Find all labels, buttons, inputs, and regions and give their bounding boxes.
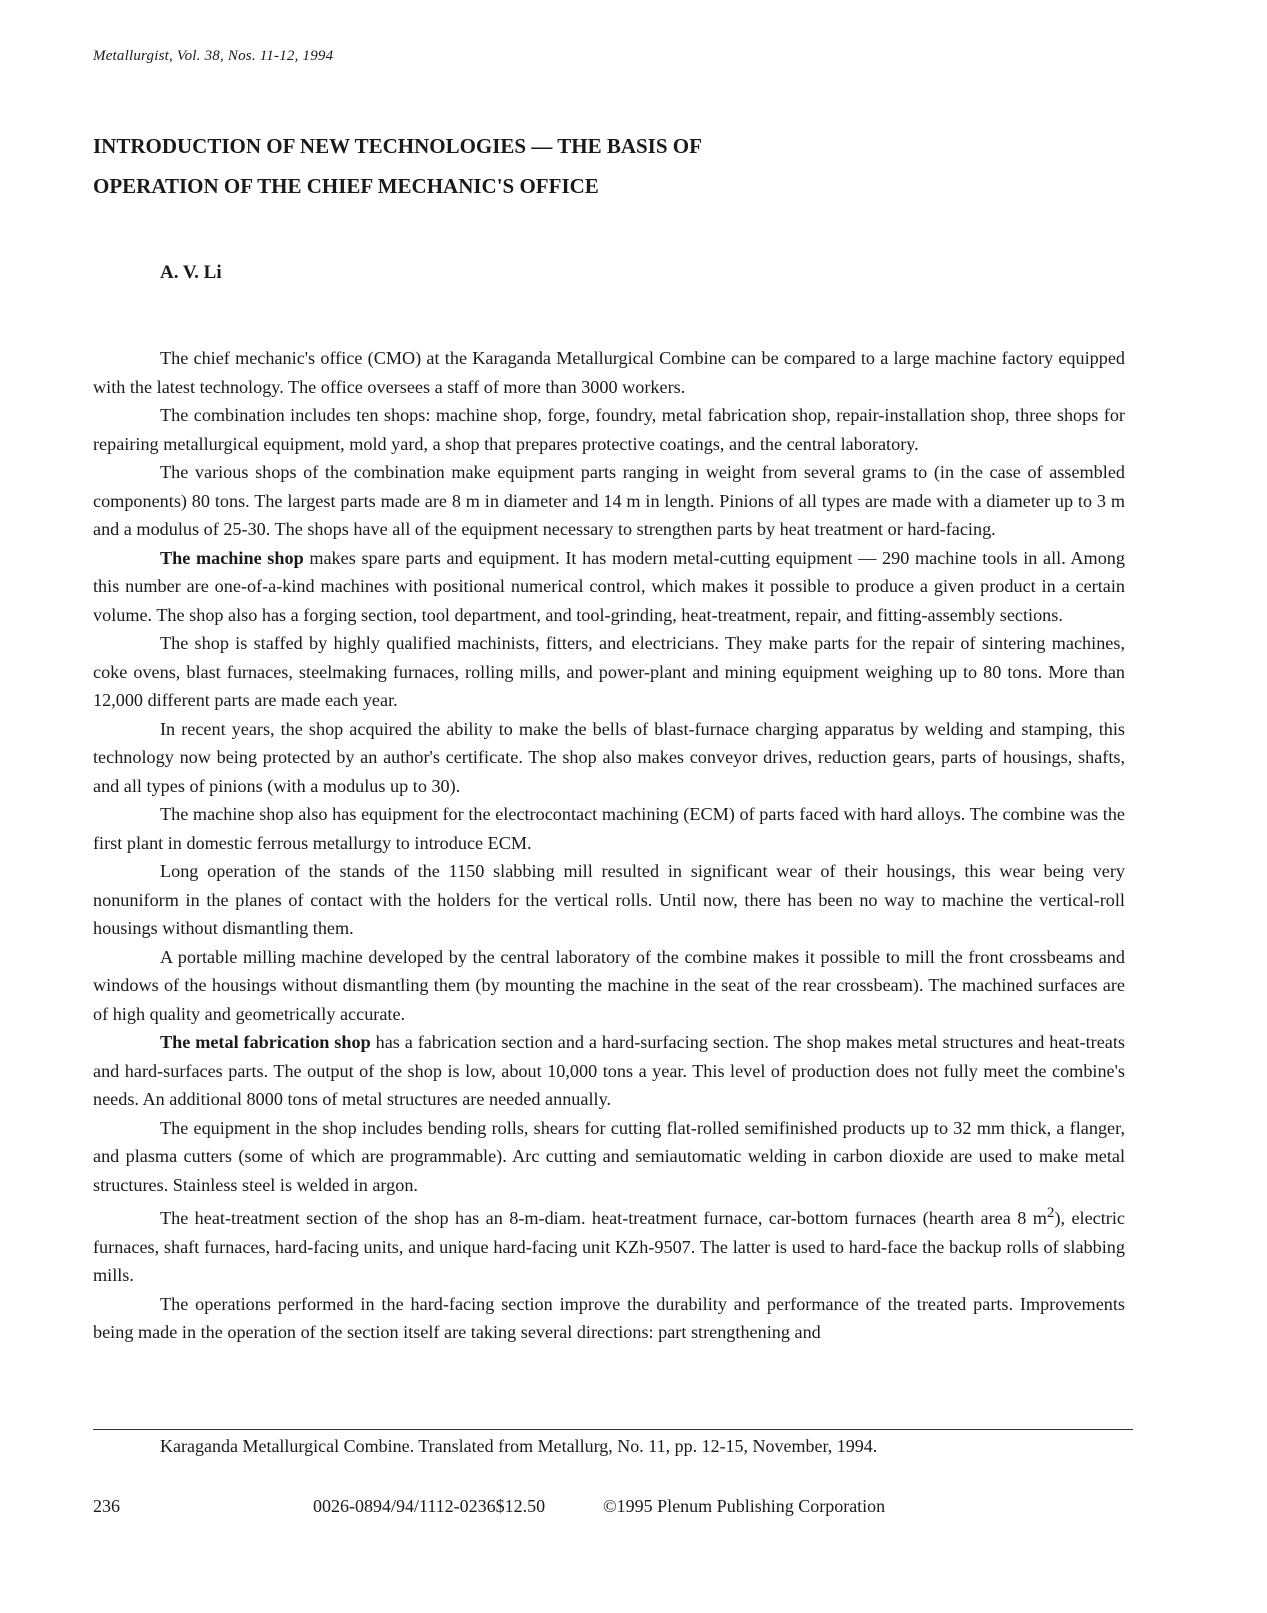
paragraph bbox=[93, 458, 1125, 544]
paragraph bbox=[93, 344, 1125, 401]
paragraph bbox=[93, 857, 1125, 943]
article-title-line-2: OPERATION OF THE CHIEF MECHANIC'S OFFICE bbox=[93, 174, 599, 198]
paragraph-text: The equipment in the shop includes bending rolls, shears for cutting flat-rolled semifinished products up to 32 mm thick, a flanger, and plasma cutters (some of which are programmable). Arc cutting and semiautomatic welding in carbon dioxide are used to make metal structures. Stainless steel is welded in argon. bbox=[93, 1117, 1125, 1195]
superscript: 2 bbox=[1046, 1204, 1055, 1221]
paragraph-text: The combination includes ten shops: machine shop, forge, foundry, metal fabrication shop, repair-installation shop, three shops for repairing metallurgical equipment, mold yard, a shop that prepares protective coatings, and the central laboratory. bbox=[93, 405, 1125, 454]
paragraph-heat-treatment bbox=[93, 1199, 1125, 1290]
paragraph bbox=[93, 1028, 1125, 1114]
paragraph-lead: The metal fabrication shop bbox=[160, 1032, 371, 1052]
author-name: A. V. Li bbox=[160, 262, 222, 283]
paragraph-last: The operations performed in the hard-facing section improve the durability and performance of the treated parts. Improvements being made in the operation of the section itself are taking several directions: part strengthening and bbox=[93, 1293, 1125, 1343]
paragraph bbox=[93, 544, 1125, 630]
paragraph-text: The various shops of the combination make equipment parts ranging in weight from several grams to (in the case of assembled components) 80 tons. The largest parts made are 8 m in diameter and 14 m in length. Pinions of all types are made with a diameter up to 3 m and a modulus of 25-30. The shops have all of the equipment necessary to strengthen parts by heat treatment or hard-facing. bbox=[93, 462, 1125, 539]
paragraph-text: The chief mechanic's office (CMO) at the Karaganda Metallurgical Combine can be compared to a large machine factory equipped with the latest technology. The office oversees a staff of more than 3000 workers. bbox=[93, 348, 1125, 397]
article-body bbox=[93, 344, 1125, 1347]
paragraph bbox=[93, 800, 1125, 857]
paragraph bbox=[93, 401, 1125, 458]
paragraph-lead: The machine shop bbox=[160, 547, 304, 568]
paragraph-text: The shop is staffed by highly qualified machinists, fitters, and electricians. They make parts for the repair of sintering machines, coke ovens, blast furnaces, steelmaking furnaces, rolling mills, and power-plant and mining equipment weighing up to 80 tons. More than 12,000 different parts are made each year. bbox=[93, 633, 1125, 710]
paragraph-text: ), electric furnaces, shaft furnaces, hard-facing units, and unique hard-facing unit KZh-9507. The latter is used to hard-face the backup rolls of slabbing mills. bbox=[93, 1208, 1125, 1286]
footnote: Karaganda Metallurgical Combine. Translated from Metallurg, No. 11, pp. 12-15, November, 1994. bbox=[160, 1436, 878, 1456]
paragraph-text: The machine shop also has equipment for the electrocontact machining (ECM) of parts faced with hard alloys. The combine was the first plant in domestic ferrous metallurgy to introduce ECM. bbox=[93, 804, 1125, 853]
journal-citation: Metallurgist, Vol. 38, Nos. 11-12, 1994 bbox=[93, 48, 334, 64]
copyright: ©1995 Plenum Publishing Corporation bbox=[603, 1496, 886, 1516]
paragraph-text: The heat-treatment section of the shop has an 8-m-diam. heat-treatment furnace, car-bottom furnaces (hearth area 8 m bbox=[160, 1208, 1047, 1229]
paragraph bbox=[93, 943, 1125, 1029]
paragraph bbox=[93, 715, 1125, 801]
paragraph bbox=[93, 629, 1125, 715]
paragraph-text: makes spare parts and equipment. It has modern metal-cutting equipment — 290 machine tools in all. Among this number are one-of-a-kind machines with positional numerical control, which makes it possible to produce a given product in a certain volume. The shop also has a forging section, tool department, and tool-grinding, heat-treatment, repair, and fitting-assembly sections. bbox=[93, 547, 1125, 625]
article-title bbox=[93, 126, 993, 206]
paragraph-text: A portable milling machine developed by the central laboratory of the combine makes it possible to mill the front crossbeams and windows of the housings without dismantling them (by mounting the machine in the seat of the rear crossbeam). The machined surfaces are of high quality and geometrically accurate. bbox=[93, 946, 1125, 1024]
article-title-line-1: INTRODUCTION OF NEW TECHNOLOGIES — THE BASIS OF bbox=[93, 134, 702, 158]
page-number: 236 bbox=[93, 1496, 120, 1516]
paragraph-text: In recent years, the shop acquired the ability to make the bells of blast-furnace charging apparatus by welding and stamping, this technology now being protected by an author's certificate. The shop also makes conveyor drives, reduction gears, parts of housings, shafts, and all types of pinions (with a modulus up to 30). bbox=[93, 718, 1125, 796]
paragraph-text: has a fabrication section and a hard-surfacing section. The shop makes metal structures and heat-treats and hard-surfaces parts. The output of the shop is low, about 10,000 tons a year. This level of production does not fully meet the combine's needs. An additional 8000 tons of metal structures are needed annually. bbox=[93, 1032, 1125, 1109]
paragraph-text: Long operation of the stands of the 1150 slabbing mill resulted in significant wear of their housings, this wear being very nonuniform in the planes of contact with the holders for the vertical rolls. Until now, there has been no way to machine the vertical-roll housings without dismantling them. bbox=[93, 861, 1125, 938]
paragraph bbox=[93, 1114, 1125, 1200]
article-code: 0026-0894/94/1112-0236$12.50 bbox=[313, 1496, 546, 1516]
footnote-divider bbox=[93, 1429, 1133, 1430]
